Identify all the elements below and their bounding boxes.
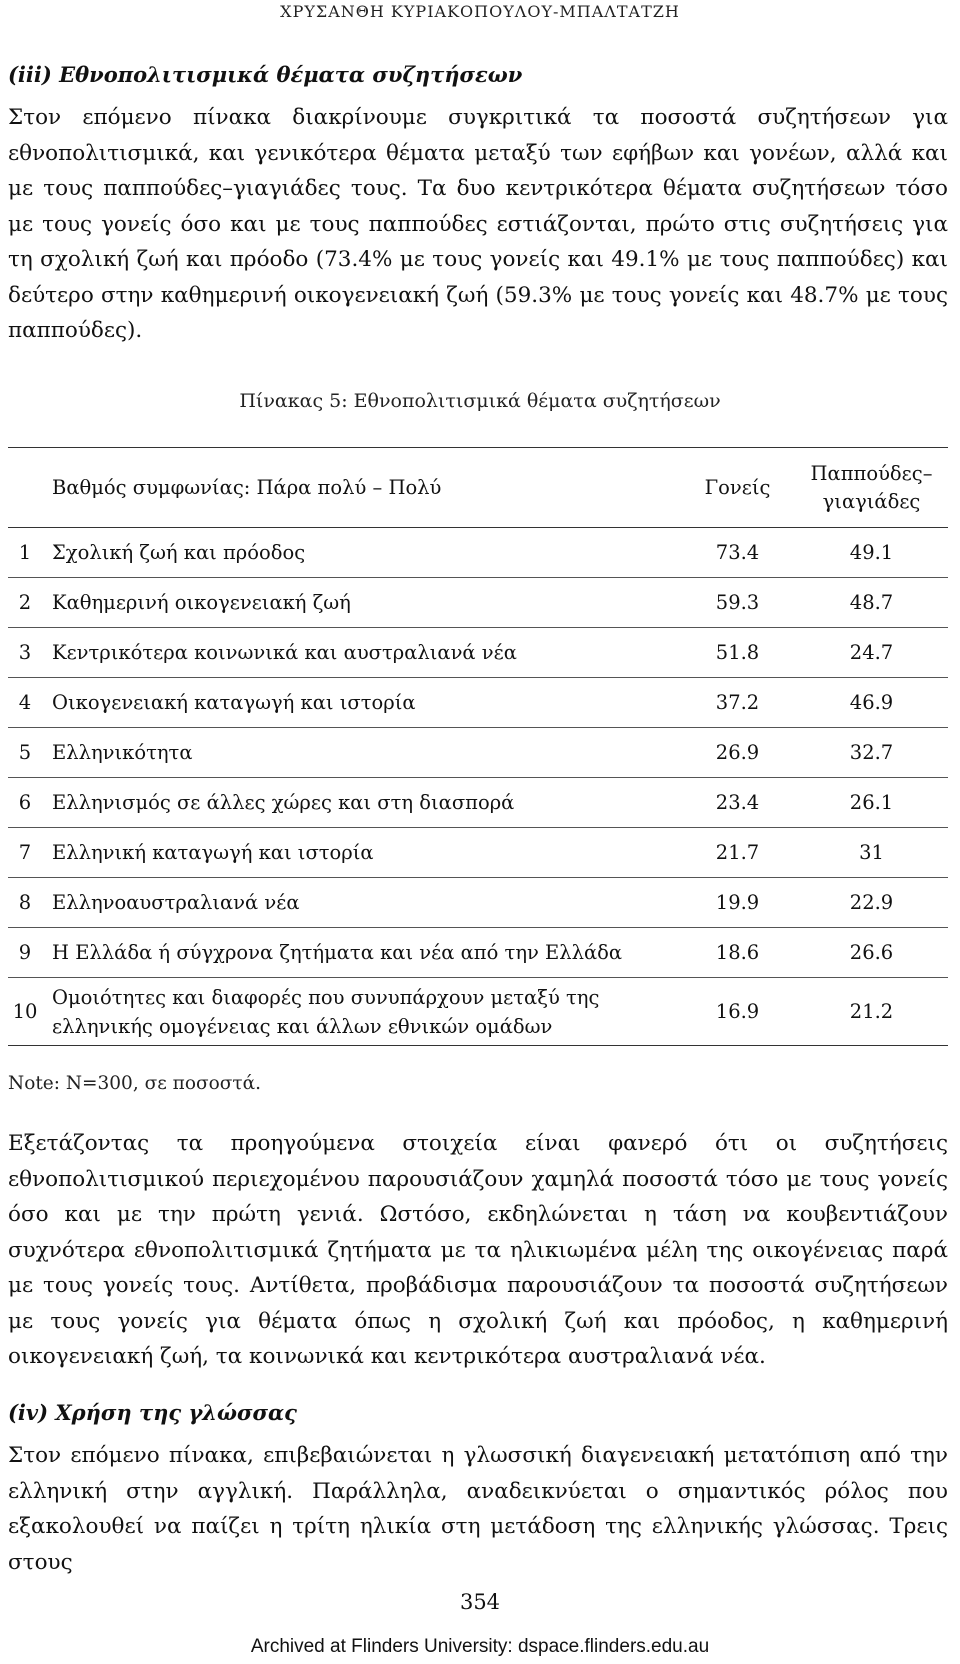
row-number: 2 [18, 591, 32, 614]
row-topic: Η Ελλάδα ή σύγχρονα ζητήματα και νέα από την Ελλάδα [52, 941, 623, 964]
row-grandparents-value: 32.7 [849, 740, 894, 764]
row-number: 1 [18, 541, 32, 564]
row-number: 10 [12, 1000, 38, 1023]
row-parents-value: 59.3 [715, 591, 760, 614]
row-parents-value: 18.6 [715, 941, 760, 964]
table-row [8, 878, 948, 928]
page-number: 354 [459, 1590, 501, 1614]
row-topic: Καθημερινή οικογενειακή ζωή [52, 591, 351, 614]
table-header-row [8, 448, 948, 528]
table-row [8, 528, 948, 578]
row-parents-value: 37.2 [715, 691, 760, 714]
row-grandparents-value: 49.1 [849, 540, 894, 564]
row-grandparents-value: 46.9 [849, 690, 894, 714]
section-title-iv: (iv) Χρήση της γλώσσας [8, 1400, 297, 1425]
row-topic: Ελληνισμός σε άλλες χώρες και στη διασπορά [52, 791, 515, 814]
row-topic: Ομοιότητες και διαφορές που συνυπάρχουν μεταξύ της ελληνικής ομογένειας και άλλων εθνικών ομάδων [52, 985, 600, 1038]
row-topic: Ελληνοαυστραλιανά νέα [52, 891, 300, 914]
table-row [8, 978, 948, 1046]
header-grandparents: Παππούδες– γιαγιάδες [810, 461, 933, 513]
row-topic: Σχολική ζωή και πρόοδος [52, 541, 306, 564]
row-grandparents-value: 21.2 [849, 999, 894, 1023]
table-row [8, 628, 948, 678]
row-grandparents-value: 26.6 [849, 940, 894, 964]
row-number: 8 [18, 891, 32, 914]
table-caption: Πίνακας 5: Εθνοπολιτισμικά θέματα συζητήσεων [239, 390, 721, 412]
row-parents-value: 21.7 [715, 841, 760, 864]
section-title-iii: (iii) Εθνοπολιτισμικά θέματα συζητήσεων [8, 62, 523, 87]
running-head: ΧΡΥΣΑΝΘΗ ΚΥΡΙΑΚΟΠΟΥΛΟΥ-ΜΠΑΛΤΑΤΖΗ [280, 2, 680, 21]
topics-table [8, 447, 948, 1046]
row-grandparents-value: 24.7 [849, 640, 894, 664]
row-number: 9 [18, 941, 32, 964]
row-grandparents-value: 31 [859, 840, 884, 864]
table-row [8, 928, 948, 978]
table-row [8, 778, 948, 828]
header-item: Βαθμός συμφωνίας: Πάρα πολύ – Πολύ [52, 476, 442, 499]
table-row [8, 728, 948, 778]
row-parents-value: 26.9 [715, 741, 760, 764]
archive-notice: Archived at Flinders University: dspace.flinders.edu.au [250, 1636, 710, 1657]
row-parents-value: 73.4 [715, 541, 760, 564]
row-number: 4 [18, 691, 32, 714]
row-parents-value: 16.9 [715, 1000, 760, 1023]
table-row [8, 828, 948, 878]
table-row [8, 578, 948, 628]
header-num-cell [8, 448, 42, 528]
row-parents-value: 19.9 [715, 891, 760, 914]
row-grandparents-value: 48.7 [849, 590, 894, 614]
row-parents-value: 23.4 [715, 791, 760, 814]
row-parents-value: 51.8 [715, 641, 760, 664]
row-topic: Οικογενειακή καταγωγή και ιστορία [52, 691, 416, 714]
table-row [8, 678, 948, 728]
table-note: Note: N=300, σε ποσοστά. [8, 1073, 261, 1094]
discussion-paragraph: Εξετάζοντας τα προηγούμενα στοιχεία είναι φανερό ότι οι συζητήσεις εθνοπολιτισμικού περιεχομένου παρουσιάζουν χαμηλά ποσοστά τόσο με τους γονείς όσο και με την πρώτη γενιά. Ωστόσο, εκδηλώνεται η τάση να κουβεντιάζουν συχνότερα εθνοπολιτισμικά ζητήματα με τα ηλικιωμένα μέλη της οικογένειας παρά με τους γονείς τους. Αντίθετα, προβάδισμα παρουσιάζουν τα ποσοστά συζητήσεων με τους γονείς για θέματα όπως η σχολική ζωή και πρόοδος, η καθημερινή οικογενειακή ζωή, τα κοινωνικά και κεντρικότερα αυστραλιανά νέα. [8, 1131, 948, 1369]
row-grandparents-value: 26.1 [849, 790, 894, 814]
header-parents: Γονείς [704, 476, 771, 499]
row-number: 7 [18, 841, 32, 864]
row-grandparents-value: 22.9 [849, 890, 894, 914]
row-topic: Ελληνική καταγωγή και ιστορία [52, 841, 374, 864]
section-iv-intro: Στον επόμενο πίνακα, επιβεβαιώνεται η γλωσσική διαγενειακή μετατόπιση από την ελληνική στην αγγλική. Παράλληλα, αναδεικνύεται ο σημαντικός ρόλος που εξακολουθεί να παίζει η τρίτη ηλικία στη μετάδοση της ελληνικής γλώσσας. Τρεις στους [8, 1443, 948, 1575]
row-number: 6 [18, 791, 32, 814]
section-iii-intro: Στον επόμενο πίνακα διακρίνουμε συγκριτικά τα ποσοστά συζητήσεων για εθνοπολιτισμικά, και γενικότερα θέματα μεταξύ των εφήβων και γονέων, αλλά και με τους παππούδες–γιαγιάδες τους. Τα δυο κεντρικότερα θέματα συζητήσεων τόσο με τους γονείς όσο και με τους παππούδες εστιάζονται, πρώτο στις συζητήσεις για τη σχολική ζωή και πρόοδο (73.4% με τους γονείς και 49.1% με τους παππούδες) και δεύτερο στην καθημερινή οικογενειακή ζωή (59.3% με τους γονείς και 48.7% με τους παππούδες). [8, 105, 948, 343]
row-number: 5 [18, 741, 32, 764]
row-topic: Κεντρικότερα κοινωνικά και αυστραλιανά νέα [52, 641, 517, 664]
row-number: 3 [18, 641, 32, 664]
row-topic: Ελληνικότητα [52, 741, 193, 764]
